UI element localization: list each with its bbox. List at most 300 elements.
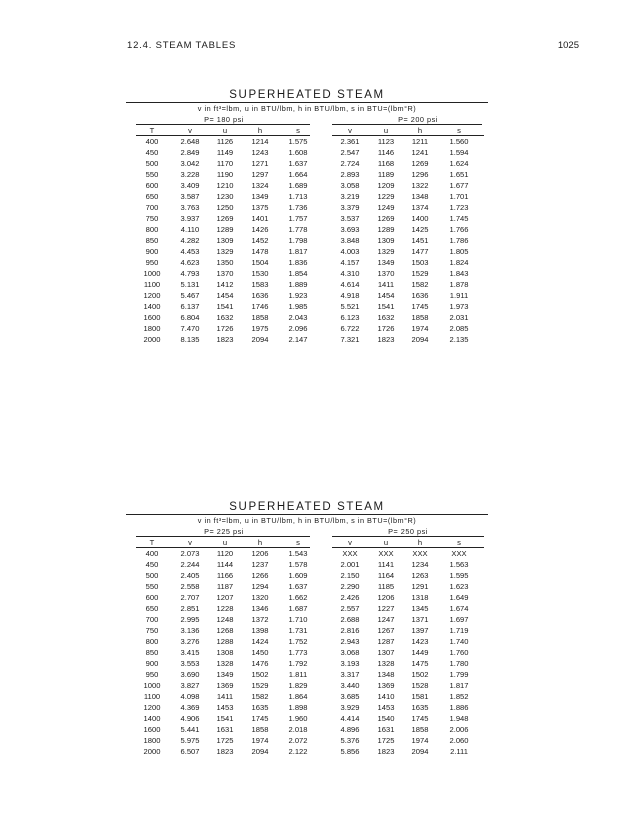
table-cell: 1328 [377, 659, 395, 668]
table-cell: 2.943 [340, 637, 360, 646]
table-cell: 400 [145, 137, 159, 146]
table-cell: 1349 [251, 192, 269, 201]
table-cell: 1.817 [288, 247, 308, 256]
table-cell: 1249 [377, 203, 395, 212]
table-cell: 1266 [251, 571, 269, 580]
table-cell: 1269 [411, 159, 429, 168]
table-cell: 600 [145, 593, 159, 602]
table-cell: 3.587 [180, 192, 200, 201]
table-cell: 1600 [143, 725, 161, 734]
table-cell: 1.923 [288, 291, 308, 300]
table-cell: 1.811 [288, 670, 308, 679]
table-row [126, 334, 488, 345]
table-cell: 1.960 [288, 714, 308, 723]
column-header-right-h: h [417, 538, 423, 547]
table-cell: 1632 [216, 313, 234, 322]
table-cell: 1.677 [449, 181, 469, 190]
table-cell: 1410 [377, 692, 395, 701]
table-cell: 1.687 [288, 604, 308, 613]
table-cell: 3.068 [340, 648, 360, 657]
table-cell: 1.731 [288, 626, 308, 635]
table-cell: 850 [145, 648, 159, 657]
table-cell: 1324 [251, 181, 269, 190]
table-cell: 4.623 [180, 258, 200, 267]
table-row [126, 570, 488, 581]
table-cell: 1726 [216, 324, 234, 333]
table-cell: 3.409 [180, 181, 200, 190]
table-cell: 1000 [143, 681, 161, 690]
table-cell: 2.043 [288, 313, 308, 322]
table-cell: XXX [342, 549, 358, 558]
table-cell: 1452 [251, 236, 269, 245]
table-cell: 1309 [216, 236, 234, 245]
table-cell: 1.948 [449, 714, 469, 723]
table-cell: XXX [412, 549, 428, 558]
table-cell: 1.886 [449, 703, 469, 712]
table-cell: 1294 [251, 582, 269, 591]
table-cell: 1120 [216, 549, 234, 558]
table-cell: 1636 [411, 291, 429, 300]
table-cell: 1400 [143, 714, 161, 723]
table-row [126, 614, 488, 625]
table-cell: 2.085 [449, 324, 469, 333]
table-cell: 1372 [251, 615, 269, 624]
table-cell: 1635 [251, 703, 269, 712]
table-cell: 2.688 [340, 615, 360, 624]
table-cell: 1401 [251, 214, 269, 223]
table-row [126, 136, 488, 147]
column-header-left-u: u [222, 538, 228, 547]
table-cell: 1.778 [288, 225, 308, 234]
table-cell: 1248 [216, 615, 234, 624]
table-cell: 1348 [411, 192, 429, 201]
column-header-right-u: u [383, 126, 389, 135]
table-row [126, 702, 488, 713]
table-cell: 1858 [251, 725, 269, 734]
table-cell: 1503 [411, 258, 429, 267]
table-cell: 3.827 [180, 681, 200, 690]
table-cell: 2.816 [340, 626, 360, 635]
table-row [126, 246, 488, 257]
table-cell: 1725 [216, 736, 234, 745]
table-cell: 2.073 [180, 549, 200, 558]
page-header [127, 40, 579, 54]
table-row [126, 213, 488, 224]
table-cell: 1478 [251, 247, 269, 256]
table-cell: 1269 [377, 214, 395, 223]
table-cell: 1746 [251, 302, 269, 311]
table-row [126, 202, 488, 213]
table-cell: 1974 [411, 324, 429, 333]
table-row [126, 312, 488, 323]
table-cell: 1725 [377, 736, 395, 745]
table-cell: 1309 [377, 236, 395, 245]
table-cell: 1.911 [449, 291, 469, 300]
table-cell: 4.906 [180, 714, 200, 723]
table-cell: 1371 [411, 615, 429, 624]
table-cell: 1350 [216, 258, 234, 267]
table-cell: 1.662 [288, 593, 308, 602]
table-cell: 2094 [411, 747, 429, 756]
table-cell: 5.441 [180, 725, 200, 734]
table-cell: 1.786 [449, 236, 469, 245]
table-cell: 2.150 [340, 571, 360, 580]
table-cell: 1289 [216, 225, 234, 234]
table-cell: 2.707 [180, 593, 200, 602]
table-cell: 1975 [251, 324, 269, 333]
column-header-row [126, 125, 488, 136]
table-cell: 1228 [216, 604, 234, 613]
table-cell: 2.244 [180, 560, 200, 569]
table-cell: 750 [145, 214, 159, 223]
table-row [126, 735, 488, 746]
table-cell: 1411 [216, 692, 234, 701]
steam-table-1 [126, 88, 488, 345]
table-cell: 4.110 [180, 225, 200, 234]
table-cell: 3.415 [180, 648, 200, 657]
table-cell: 1477 [411, 247, 429, 256]
table-cell: 1200 [143, 291, 161, 300]
table-row [126, 257, 488, 268]
table-cell: 6.137 [180, 302, 200, 311]
table-cell: 1141 [377, 560, 395, 569]
table-body [126, 548, 488, 757]
table-cell: 5.975 [180, 736, 200, 745]
table-cell: 1858 [411, 313, 429, 322]
table-cell: 1800 [143, 324, 161, 333]
table-cell: 1400 [411, 214, 429, 223]
table-cell: 2094 [251, 335, 269, 344]
table-cell: 1411 [377, 280, 395, 289]
table-cell: 1.624 [449, 159, 469, 168]
table-title: SUPERHEATED STEAM [229, 89, 385, 101]
column-header-right-v: v [348, 126, 352, 135]
table-cell: 3.763 [180, 203, 200, 212]
table-cell: 2.135 [449, 335, 469, 344]
table-cell: 1450 [251, 648, 269, 657]
table-cell: 5.856 [340, 747, 360, 756]
table-cell: 1370 [377, 269, 395, 278]
table-cell: 1.609 [288, 571, 308, 580]
table-cell: 750 [145, 626, 159, 635]
table-row [126, 713, 488, 724]
table-cell: 2.851 [180, 604, 200, 613]
table-cell: 2.006 [449, 725, 469, 734]
page-number: 1025 [557, 40, 579, 51]
table-cell: 400 [145, 549, 159, 558]
table-cell: 4.098 [180, 692, 200, 701]
table-cell: 1370 [216, 269, 234, 278]
table-cell: 1267 [377, 626, 395, 635]
table-cell: 950 [145, 670, 159, 679]
table-cell: 1582 [251, 692, 269, 701]
table-cell: 1.829 [288, 681, 308, 690]
table-cell: 1745 [411, 714, 429, 723]
table-cell: 1454 [216, 291, 234, 300]
table-cell: 900 [145, 247, 159, 256]
table-cell: 1345 [411, 604, 429, 613]
table-cell: 3.848 [340, 236, 360, 245]
table-cell: 1631 [216, 725, 234, 734]
table-cell: 1.575 [288, 137, 308, 146]
table-cell: 1206 [251, 549, 269, 558]
table-cell: 1.674 [449, 604, 469, 613]
table-row [126, 625, 488, 636]
table-row [126, 724, 488, 735]
table-cell: 4.453 [180, 247, 200, 256]
table-row [126, 169, 488, 180]
table-cell: 1.889 [288, 280, 308, 289]
table-cell: 4.369 [180, 703, 200, 712]
table-cell: 1426 [251, 225, 269, 234]
table-cell: 500 [145, 571, 159, 580]
table-cell: 5.131 [180, 280, 200, 289]
table-cell: 1541 [216, 302, 234, 311]
table-cell: 3.136 [180, 626, 200, 635]
table-cell: 1289 [377, 225, 395, 234]
table-cell: 1.836 [288, 258, 308, 267]
table-cell: 1263 [411, 571, 429, 580]
table-cell: 550 [145, 170, 159, 179]
table-cell: 5.467 [180, 291, 200, 300]
table-cell: 1307 [377, 648, 395, 657]
table-cell: 1502 [411, 670, 429, 679]
section-title: 12.4. STEAM TABLES [127, 40, 237, 51]
table-cell: 1166 [216, 571, 234, 580]
table-row [126, 290, 488, 301]
table-cell: 1.878 [449, 280, 469, 289]
table-cell: 2.147 [288, 335, 308, 344]
column-header-right-s: s [457, 538, 461, 547]
table-cell: 1.543 [288, 549, 308, 558]
table-row [126, 636, 488, 647]
table-cell: 2.072 [288, 736, 308, 745]
table-cell: 1227 [377, 604, 395, 613]
table-row [126, 647, 488, 658]
table-cell: 6.507 [180, 747, 200, 756]
table-cell: 1.701 [449, 192, 469, 201]
table-cell: 1453 [216, 703, 234, 712]
table-cell: 500 [145, 159, 159, 168]
table-cell: 3.690 [180, 670, 200, 679]
table-cell: 1541 [377, 302, 395, 311]
table-cell: 1.985 [288, 302, 308, 311]
table-row [126, 279, 488, 290]
table-cell: 450 [145, 148, 159, 157]
table-cell: 7.321 [340, 335, 360, 344]
table-cell: 1823 [216, 747, 234, 756]
table-cell: 3.042 [180, 159, 200, 168]
table-cell: 1241 [411, 148, 429, 157]
table-cell: 7.470 [180, 324, 200, 333]
table-cell: 1229 [377, 192, 395, 201]
table-cell: 1329 [377, 247, 395, 256]
table-cell: 1.563 [449, 560, 469, 569]
table-cell: 2.096 [288, 324, 308, 333]
table-cell: 1.766 [449, 225, 469, 234]
table-cell: 1329 [216, 247, 234, 256]
table-cell: 1291 [411, 582, 429, 591]
table-cell: 1582 [411, 280, 429, 289]
table-cell: 1.773 [288, 648, 308, 657]
column-header-right-u: u [383, 538, 389, 547]
table-row [126, 746, 488, 757]
table-cell: 3.537 [340, 214, 360, 223]
table-cell: 1211 [411, 137, 429, 146]
table-cell: 4.310 [340, 269, 360, 278]
table-row [126, 581, 488, 592]
column-header-row [126, 537, 488, 548]
table-cell: 8.135 [180, 335, 200, 344]
table-cell: 3.440 [340, 681, 360, 690]
table-cell: 1.854 [288, 269, 308, 278]
table-cell: 1170 [216, 159, 234, 168]
table-cell: 1100 [143, 280, 161, 289]
table-row [126, 669, 488, 680]
table-cell: 1.578 [288, 560, 308, 569]
table-cell: 3.379 [340, 203, 360, 212]
table-cell: 1635 [411, 703, 429, 712]
table-cell: 1398 [251, 626, 269, 635]
column-header-right-s: s [457, 126, 461, 135]
table-row [126, 680, 488, 691]
table-cell: 1149 [216, 148, 234, 157]
table-cell: 1.805 [449, 247, 469, 256]
table-cell: 3.193 [340, 659, 360, 668]
table-cell: 1726 [377, 324, 395, 333]
pressure-row [126, 526, 488, 537]
table-cell: 1209 [377, 181, 395, 190]
table-cell: 1210 [216, 181, 234, 190]
table-cell: 1.594 [449, 148, 469, 157]
table-cell: 2094 [251, 747, 269, 756]
table-row [126, 691, 488, 702]
table-cell: 2.031 [449, 313, 469, 322]
table-cell: 6.722 [340, 324, 360, 333]
table-cell: 1400 [143, 302, 161, 311]
table-cell: 450 [145, 560, 159, 569]
table-cell: 2.995 [180, 615, 200, 624]
table-cell: 1823 [377, 747, 395, 756]
table-cell: 1346 [251, 604, 269, 613]
table-cell: 1200 [143, 703, 161, 712]
table-row [126, 158, 488, 169]
table-cell: 3.317 [340, 670, 360, 679]
table-cell: 1.792 [288, 659, 308, 668]
column-header-T: T [149, 538, 155, 547]
table-cell: 950 [145, 258, 159, 267]
table-cell: 2.122 [288, 747, 308, 756]
table-row [126, 592, 488, 603]
table-cell: 1.560 [449, 137, 469, 146]
table-cell: 4.157 [340, 258, 360, 267]
left-pressure: P= 225 psi [204, 527, 244, 536]
table-cell: 1.689 [288, 181, 308, 190]
table-row [126, 301, 488, 312]
table-cell: XXX [451, 549, 467, 558]
table-cell: 650 [145, 604, 159, 613]
table-cell: 1.824 [449, 258, 469, 267]
table-cell: 1502 [251, 670, 269, 679]
table-cell: 1318 [411, 593, 429, 602]
table-cell: 1349 [377, 258, 395, 267]
table-title: SUPERHEATED STEAM [229, 501, 385, 513]
table-cell: 4.896 [340, 725, 360, 734]
table-cell: 1.623 [449, 582, 469, 591]
column-header-left-s: s [296, 126, 300, 135]
table-cell: 3.685 [340, 692, 360, 701]
table-cell: 1146 [377, 148, 395, 157]
table-cell: 4.003 [340, 247, 360, 256]
table-cell: 1745 [411, 302, 429, 311]
table-cell: 1369 [216, 681, 234, 690]
table-cell: 1.664 [288, 170, 308, 179]
table-cell: 1.637 [288, 582, 308, 591]
table-cell: 1.649 [449, 593, 469, 602]
table-cell: 2.111 [450, 747, 468, 756]
table-cell: 1.752 [288, 637, 308, 646]
table-cell: 1247 [377, 615, 395, 624]
table-cell: 1.713 [288, 192, 308, 201]
table-cell: XXX [378, 549, 394, 558]
table-cell: 1424 [251, 637, 269, 646]
table-cell: 2.426 [340, 593, 360, 602]
table-cell: 1454 [377, 291, 395, 300]
table-cell: 1451 [411, 236, 429, 245]
table-cell: 1271 [251, 159, 269, 168]
table-cell: 1297 [251, 170, 269, 179]
table-cell: 1.757 [288, 214, 308, 223]
table-cell: 2.001 [340, 560, 360, 569]
table-cell: 1.864 [288, 692, 308, 701]
table-cell: 1541 [216, 714, 234, 723]
table-cell: 2000 [143, 747, 161, 756]
table-cell: 1632 [377, 313, 395, 322]
table-cell: 1412 [216, 280, 234, 289]
table-cell: 1000 [143, 269, 161, 278]
table-cell: 2.557 [340, 604, 360, 613]
table-cell: 700 [145, 615, 159, 624]
table-cell: 1.843 [449, 269, 469, 278]
table-row [126, 548, 488, 559]
table-cell: 800 [145, 225, 159, 234]
table-cell: 1190 [216, 170, 234, 179]
table-cell: 1.852 [449, 692, 469, 701]
table-cell: 1745 [251, 714, 269, 723]
table-row [126, 191, 488, 202]
table-cell: 1636 [251, 291, 269, 300]
table-cell: 1453 [377, 703, 395, 712]
table-cell: 4.918 [340, 291, 360, 300]
table-cell: 4.793 [180, 269, 200, 278]
table-cell: 2094 [411, 335, 429, 344]
table-cell: 1397 [411, 626, 429, 635]
table-body [126, 136, 488, 345]
column-header-left-h: h [257, 538, 263, 547]
table-cell: 1164 [377, 571, 395, 580]
table-cell: 1207 [216, 593, 234, 602]
table-row [126, 180, 488, 191]
table-row [126, 224, 488, 235]
table-cell: 1123 [377, 137, 395, 146]
table-cell: 650 [145, 192, 159, 201]
table-cell: 1.780 [449, 659, 469, 668]
table-cell: 2.893 [340, 170, 360, 179]
table-cell: 1237 [251, 560, 269, 569]
table-row [126, 658, 488, 669]
table-cell: 1.799 [449, 670, 469, 679]
table-cell: 1476 [251, 659, 269, 668]
